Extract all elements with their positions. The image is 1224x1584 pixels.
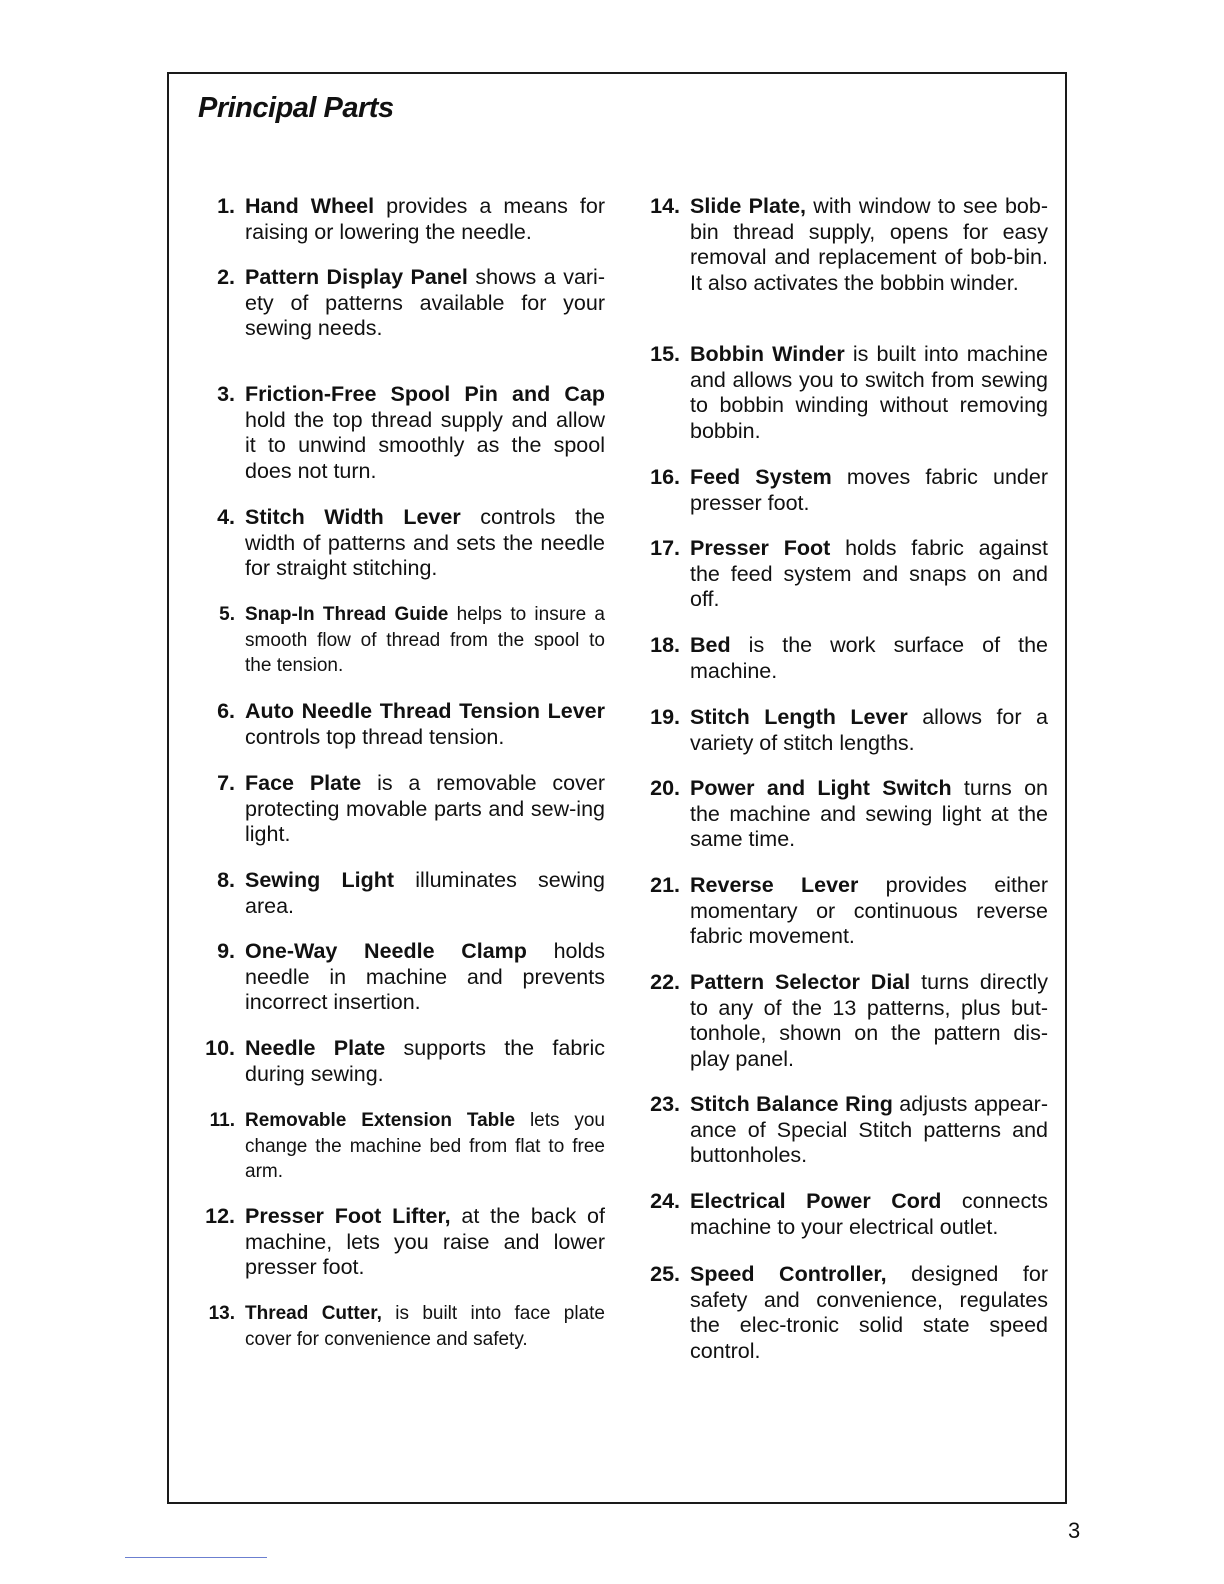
list-item <box>180 265 605 382</box>
part-description: holds needle in machine and prevents incorrect insertion. <box>245 939 606 1014</box>
part-name: Speed Controller, <box>690 1262 887 1286</box>
list-item <box>625 633 1048 705</box>
part-name: Stitch Balance Ring <box>690 1092 893 1116</box>
list-item <box>180 1036 605 1108</box>
part-description: turns directly to any of the 13 patterns, plus but-tonhole, shown on the pattern dis-play panel. <box>690 970 1048 1071</box>
list-item <box>180 939 605 1036</box>
item-number: 13. <box>208 1303 235 1324</box>
list-item <box>180 602 605 699</box>
list-item <box>180 699 605 771</box>
part-description: lets you change the machine bed from flat to free arm. <box>245 1110 605 1182</box>
item-number: 6. <box>217 699 235 723</box>
part-name: Thread Cutter, <box>245 1303 382 1324</box>
item-number: 19. <box>650 705 680 729</box>
part-description: allows for a variety of stitch lengths. <box>690 705 1048 755</box>
item-number: 12. <box>205 1204 235 1228</box>
part-name: Bobbin Winder <box>690 342 845 366</box>
part-description: at the back of machine, lets you raise and lower presser foot. <box>245 1204 605 1279</box>
list-item <box>625 465 1048 536</box>
part-name: Hand Wheel <box>245 194 375 218</box>
list-item <box>625 873 1048 970</box>
item-number: 8. <box>217 868 235 892</box>
part-name: Sewing Light <box>245 868 395 892</box>
part-name: Pattern Display Panel <box>245 265 468 289</box>
item-number: 9. <box>217 939 235 963</box>
part-name: Power and Light Switch <box>690 776 952 800</box>
part-name: Face Plate <box>245 771 362 795</box>
parts-list-right <box>625 194 1048 1363</box>
part-description: is a removable cover protecting movable parts and sew-ing light. <box>245 771 605 846</box>
part-name: Presser Foot <box>690 536 831 560</box>
part-description: adjusts appear-ance of Special Stitch patterns and buttonholes. <box>690 1092 1048 1167</box>
part-name: Auto Needle Thread Tension Lever <box>245 699 605 723</box>
page-title: Principal Parts <box>198 92 394 124</box>
list-item <box>625 776 1048 873</box>
part-description: provides either momentary or continuous reverse fabric movement. <box>690 873 1048 948</box>
page-number: 3 <box>1068 1518 1081 1543</box>
list-item <box>625 970 1048 1092</box>
list-item <box>625 536 1048 633</box>
part-name: Friction-Free Spool Pin and Cap <box>245 382 605 406</box>
part-name: Stitch Width Lever <box>245 505 461 529</box>
part-name: Pattern Selector Dial <box>690 970 911 994</box>
list-item <box>180 382 605 505</box>
part-name: Presser Foot Lifter, <box>245 1204 451 1228</box>
list-item <box>180 771 605 868</box>
part-description: hold the top thread supply and allow it to unwind smoothly as the spool does not turn. <box>245 407 605 483</box>
item-number: 7. <box>217 771 235 795</box>
list-item <box>180 505 605 602</box>
item-number: 11. <box>209 1110 235 1131</box>
list-item <box>625 1189 1048 1262</box>
part-description: moves fabric under presser foot. <box>690 465 1048 515</box>
list-item <box>180 1108 605 1204</box>
part-description: turns on the machine and sewing light at the same time. <box>690 776 1048 851</box>
item-number: 15. <box>650 342 680 366</box>
list-item <box>180 1301 605 1361</box>
item-number: 14. <box>650 194 680 218</box>
part-description: is built into machine and allows you to switch from sewing to bobbin winding without removing bobbin. <box>690 342 1048 443</box>
item-number: 5. <box>219 604 235 625</box>
list-item <box>180 1204 605 1301</box>
item-number: 18. <box>650 633 680 657</box>
part-description: illuminates sewing area. <box>245 868 605 918</box>
part-name: Bed <box>690 633 731 657</box>
item-number: 16. <box>650 465 680 489</box>
item-number: 4. <box>217 505 235 529</box>
part-description: controls top thread tension. <box>245 724 505 749</box>
item-number: 1. <box>217 194 235 218</box>
part-description: is built into face plate cover for convenience and safety. <box>245 1303 605 1350</box>
part-description: helps to insure a smooth flow of thread from the spool to the tension. <box>245 604 606 676</box>
part-name: Electrical Power Cord <box>690 1189 942 1213</box>
list-item <box>180 868 605 939</box>
part-description: with window to see bob-bin thread supply, opens for easy removal and replacement of bob-bin. It also activates the bobbin winder. <box>690 194 1048 295</box>
list-item <box>180 194 605 265</box>
part-description: designed for safety and convenience, regulates the elec-tronic solid state speed control. <box>690 1262 1048 1363</box>
list-item <box>625 342 1048 465</box>
list-item <box>625 1262 1048 1363</box>
parts-list-left <box>180 194 605 1361</box>
part-name: Snap-In Thread Guide <box>245 604 449 625</box>
item-number: 10. <box>205 1036 235 1060</box>
part-description: is the work surface of the machine. <box>690 633 1048 683</box>
part-name: Reverse Lever <box>690 873 859 897</box>
part-name: Slide Plate, <box>690 194 807 218</box>
part-name: Needle Plate <box>245 1036 386 1060</box>
item-number: 23. <box>650 1092 680 1116</box>
part-name: Removable Extension Table <box>245 1110 516 1131</box>
item-number: 24. <box>650 1189 680 1213</box>
part-description: provides a means for raising or lowering the needle. <box>245 194 605 244</box>
part-description: supports the fabric during sewing. <box>245 1036 605 1086</box>
part-description: connects machine to your electrical outlet. <box>690 1189 1048 1239</box>
footer-rule <box>125 1557 267 1558</box>
list-item <box>625 194 1048 342</box>
item-number: 2. <box>217 265 235 289</box>
item-number: 17. <box>650 536 680 560</box>
item-number: 3. <box>217 382 235 406</box>
item-number: 25. <box>650 1262 680 1286</box>
item-number: 21. <box>650 873 680 897</box>
part-name: One-Way Needle Clamp <box>245 939 527 963</box>
item-number: 20. <box>650 776 680 800</box>
item-number: 22. <box>650 970 680 994</box>
part-name: Stitch Length Lever <box>690 705 908 729</box>
part-name: Feed System <box>690 465 832 489</box>
part-description: holds fabric against the feed system and snaps on and off. <box>690 536 1048 611</box>
list-item <box>625 1092 1048 1189</box>
part-description: shows a vari-ety of patterns available for your sewing needs. <box>245 265 605 340</box>
list-item <box>625 705 1048 776</box>
part-description: controls the width of patterns and sets the needle for straight stitching. <box>245 505 605 580</box>
